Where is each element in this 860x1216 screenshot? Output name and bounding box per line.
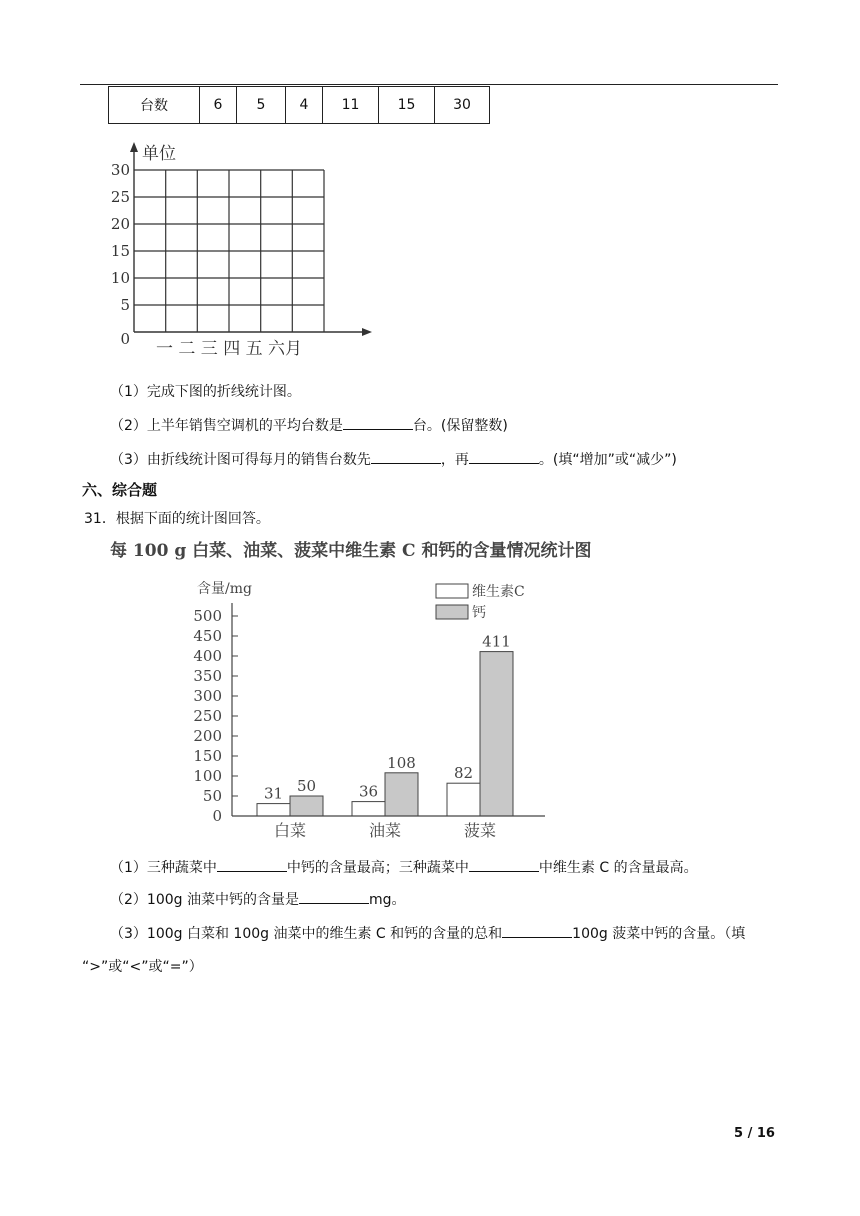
table-cell: 5 [237, 87, 286, 124]
question-2-3-continued: “>”或“<”或“=”） [82, 959, 203, 975]
question-text: （2）上半年销售空调机的平均台数是 [110, 418, 343, 434]
bar-vitamin-c [352, 802, 385, 816]
y-tick-label: 15 [110, 242, 130, 260]
table-cell: 15 [379, 87, 435, 124]
answer-blank[interactable] [502, 923, 572, 938]
y-tick-label: 50 [202, 787, 222, 805]
bar-calcium [385, 773, 418, 816]
y-tick-label: 300 [193, 687, 222, 705]
x-axis-arrow [362, 328, 372, 336]
table-row [109, 87, 490, 124]
y-tick-label: 350 [193, 667, 222, 685]
y-axis-ticks [193, 607, 238, 825]
y-axis-arrow [130, 142, 138, 152]
question-text: ，再 [440, 452, 469, 468]
question-2-3 [110, 923, 745, 943]
x-category-label: 菠菜 [463, 821, 497, 840]
problem-number: 31．根据下面的统计图回答。 [84, 511, 270, 527]
table-cell: 4 [286, 87, 323, 124]
y-axis-label: 含量/mg [197, 581, 252, 597]
question-2-2 [110, 889, 406, 909]
y-tick-label: 0 [212, 807, 222, 825]
y-tick-label: 5 [120, 296, 130, 314]
y-tick-label: 30 [110, 161, 130, 179]
x-axis-labels: 一 二 三 四 五 六月 [156, 339, 303, 359]
bar-value-label: 411 [482, 632, 511, 651]
answer-blank[interactable] [343, 415, 413, 430]
question-1-2 [110, 415, 508, 435]
x-category-label: 白菜 [273, 821, 307, 840]
y-tick-label: 250 [193, 707, 222, 725]
bar-calcium [290, 796, 323, 816]
y-tick-label: 10 [110, 269, 130, 287]
legend-swatch-vitamin-c [436, 584, 468, 598]
legend-label-vitamin-c: 维生素C [472, 584, 525, 600]
bar-vitamin-c [447, 783, 480, 816]
question-text: mg。 [368, 892, 406, 908]
question-1-1: （1）完成下图的折线统计图。 [110, 384, 301, 400]
question-text: 100g 菠菜中钙的含量。（填 [572, 926, 746, 942]
question-text: （2）100g 油菜中钙的含量是 [110, 892, 299, 908]
sales-table [108, 86, 490, 124]
y-axis-title: 单位 [142, 144, 176, 164]
table-cell: 30 [435, 87, 490, 124]
table-cell: 6 [200, 87, 237, 124]
nutrition-bar-chart [100, 536, 660, 846]
question-text: 中维生素 C 的含量最高。 [538, 860, 698, 876]
answer-blank[interactable] [371, 449, 441, 464]
bar-calcium [480, 652, 513, 816]
table-row-label: 台数 [109, 87, 200, 124]
y-tick-label: 25 [110, 188, 130, 206]
page-top-rule [80, 84, 778, 85]
bars [257, 652, 513, 816]
x-axis-categories [274, 821, 496, 840]
question-1-3 [110, 449, 677, 469]
page-number: 5 / 16 [734, 1126, 775, 1141]
y-tick-label: 200 [193, 727, 222, 745]
x-category-label: 油菜 [368, 821, 402, 840]
y-tick-label: 400 [193, 647, 222, 665]
bar-value-label: 50 [296, 777, 317, 795]
blank-line-grid [104, 140, 374, 365]
bar-value-label: 82 [453, 764, 474, 783]
legend-label-calcium: 钙 [472, 605, 486, 621]
legend-swatch-calcium [436, 605, 468, 619]
answer-blank[interactable] [217, 857, 287, 872]
y-tick-label: 500 [193, 607, 222, 625]
question-text: （3）100g 白菜和 100g 油菜中的维生素 C 和钙的含量的总和 [110, 926, 503, 942]
y-tick-label: 450 [193, 627, 222, 645]
question-text: 。(填“增加”或“减少”) [538, 452, 677, 468]
grid-lines [134, 170, 324, 332]
bar-value-label: 108 [387, 753, 416, 772]
table-cell: 11 [323, 87, 379, 124]
question-2-1 [110, 857, 698, 877]
y-tick-label: 0 [120, 330, 130, 348]
answer-blank[interactable] [469, 449, 539, 464]
question-text: 台。(保留整数) [412, 418, 508, 434]
bar-value-label: 31 [263, 784, 284, 803]
y-tick-label: 20 [110, 215, 130, 233]
y-tick-label: 150 [193, 747, 222, 765]
question-text: （3）由折线统计图可得每月的销售台数先 [110, 452, 371, 468]
answer-blank[interactable] [469, 857, 539, 872]
bar-value-label: 36 [358, 782, 379, 801]
question-text: （1）三种蔬菜中 [110, 860, 217, 876]
question-text: 中钙的含量最高；三种蔬菜中 [286, 860, 469, 876]
bar-vitamin-c [257, 804, 290, 816]
y-tick-label: 100 [193, 767, 222, 785]
chart-title: 每 100 g 白菜、油菜、菠菜中维生素 C 和钙的含量情况统计图 [110, 541, 592, 561]
answer-blank[interactable] [299, 889, 369, 904]
section-heading: 六、综合题 [82, 481, 158, 499]
